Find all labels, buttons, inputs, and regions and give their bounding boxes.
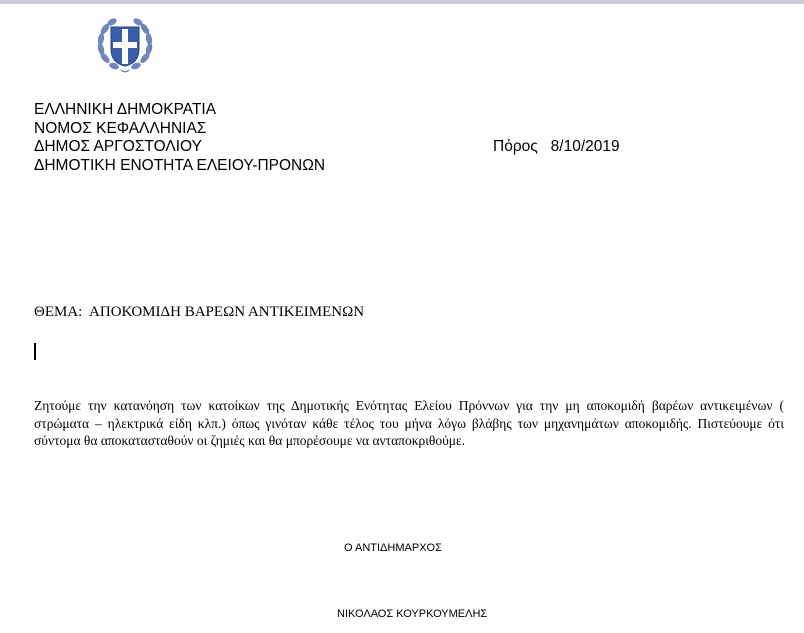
header-line-republic: ΕΛΛΗΝΙΚΗ ΔΗΜΟΚΡΑΤΙΑ	[34, 101, 217, 118]
header-line-municipality: ΔΗΜΟΣ ΑΡΓΟΣΤΟΛΙΟΥ	[34, 138, 202, 155]
date-place: Πόρος	[493, 138, 538, 155]
text-cursor	[34, 343, 36, 360]
header-line-municipal-unit: ΔΗΜΟΤΙΚΗ ΕΝΟΤΗΤΑ ΕΛΕΙΟΥ-ΠΡΟΝΩΝ	[34, 156, 326, 174]
signature-title: Ο ΑΝΤΙΔΗΜΑΡΧΟΣ	[344, 542, 442, 554]
greek-state-emblem-icon	[96, 14, 154, 74]
signature-name: ΝΙΚΟΛΑΟΣ ΚΟΥΡΚΟΥΜΕΛΗΣ	[337, 608, 488, 620]
header-line-prefecture: ΝΟΜΟΣ ΚΕΦΑΛΛΗΝΙΑΣ	[34, 119, 207, 137]
date-value: 8/10/2019	[550, 138, 620, 155]
subject-text: ΑΠΟΚΟΜΙΔΗ ΒΑΡΕΩΝ ΑΝΤΙΚΕΙΜΕΝΩΝ	[89, 304, 365, 320]
body-paragraph: Ζητούμε την κατανόηση των κατοίκων της Δημοτικής Ενότητας Ελείου Πρόννων για την μη αποκομιδή βαρέων αντικειμένων ( στρώματα – ηλεκτρικά είδη κλπ.) όπως γινόταν κάθε τέλος του μήνα λόγω βλάβης των μηχανημάτων αποκομιδής. Πιστεύουμε ότι σύντομα θα αποκατασταθούν οι ζημιές και θα μπορέσουμε να ανταποκριθούμε.	[34, 398, 784, 448]
subject-label: ΘΕΜΑ:	[34, 304, 83, 320]
issuer-header	[34, 101, 325, 175]
place-date	[493, 138, 620, 157]
subject-line	[34, 304, 364, 321]
